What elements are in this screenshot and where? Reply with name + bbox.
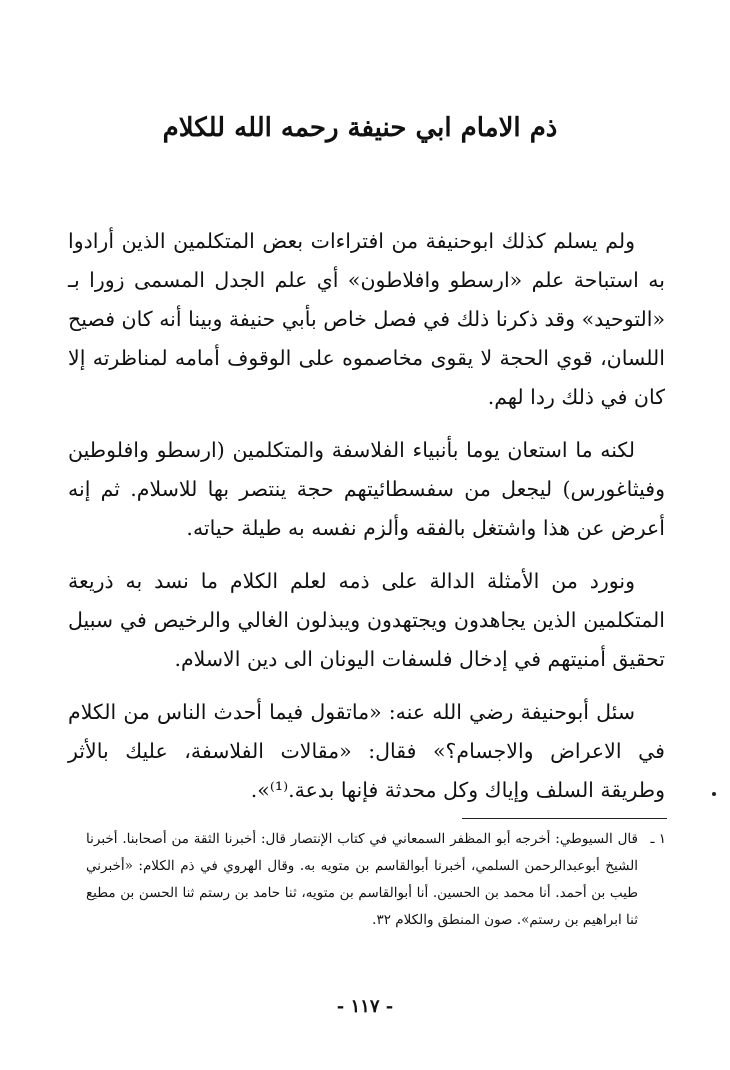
paragraph-4: سئل أبوحنيفة رضي الله عنه: «ماتقول فيما أحدث الناس من الكلام في الاعراض والاجسام؟» فقال: «مقالات الفلاسفة، عليك بالأثر وطريقة السلف وإياك وكل محدثة فإنها بدعة.⁽¹⁾». [68, 700, 665, 802]
paragraph-3: ونورد من الأمثلة الدالة على ذمه لعلم الكلام ما نسد به ذريعة المتكلمين الذين يجاهدون ويجتهدون ويبذلون الغالي والرخيص في سبيل تحقيق أمنيتهم في إدخال فلسفات اليونان الى دين الاسلام. [68, 569, 665, 671]
body-text [68, 222, 665, 824]
paragraph-1: ولم يسلم كذلك ابوحنيفة من افتراءات بعض المتكلمين الذين أرادوا به استباحة علم «ارسطو وافلاطون» أي علم الجدل المسمى زورا بـ «التوحيد» وقد ذكرنا ذلك في فصل خاص بأبي حنيفة وبينا أنه كان فصيح اللسان، قوي الحجة لا يقوى مخاصموه على الوقوف أمامه لمناظرته إلا كان في ذلك ردا لهم. [68, 229, 665, 409]
footnote-number: ١ ـ [650, 831, 666, 847]
margin-dot [712, 792, 716, 796]
paragraph-2: لكنه ما استعان يوما بأنبياء الفلاسفة والمتكلمين (ارسطو وافلوطين وفيثاغورس) ليجعل من سفسطائيتهم حجة ينتصر بها للاسلام. ثم إنه أعرض عن هذا واشتغل بالفقه وألزم نفسه به طيلة حياته. [68, 438, 665, 540]
chapter-title: ذم الامام ابي حنيفة رحمه الله للكلام [162, 113, 558, 143]
footnote [86, 826, 666, 934]
footnote-divider [462, 818, 667, 819]
footnote-text: قال السيوطي: أخرجه أبو المظفر السمعاني في كتاب الإنتصار قال: أخبرنا الثقة من أصحابنا. أخبرنا الشيخ أبوعبدالرحمن السلمي، أخبرنا أبوالقاسم بن متويه به. وقال الهروي في ذم الكلام: «أخبرني طيب بن أحمد. أنا محمد بن الحسين. أنا أبوالقاسم بن متويه، ثنا حامد بن رستم ثنا الحسن بن مطيع ثنا ابراهيم بن رستم». صون المنطق والكلام ٣٢. [86, 831, 638, 928]
page-number: - ١١٧ - [336, 996, 394, 1017]
